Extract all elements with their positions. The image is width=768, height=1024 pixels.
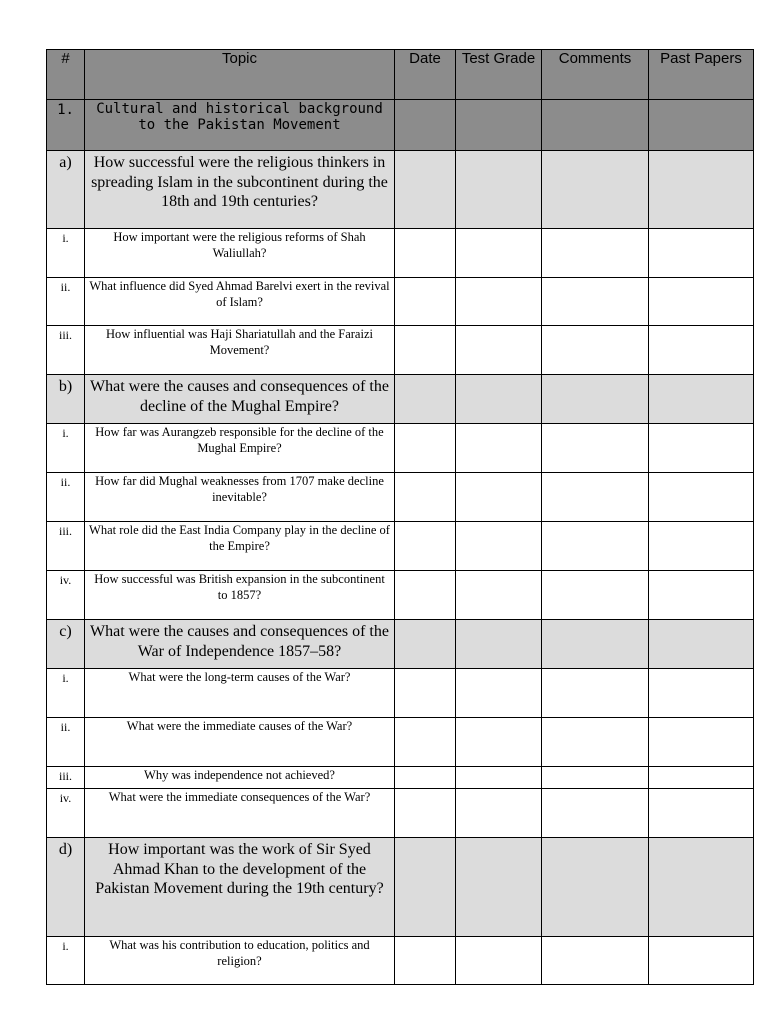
past-papers-cell[interactable] (649, 620, 754, 669)
test-grade-cell[interactable] (456, 229, 542, 278)
date-cell[interactable] (395, 522, 456, 571)
past-papers-cell[interactable] (649, 100, 754, 151)
comments-cell[interactable] (542, 522, 649, 571)
subquestion-row (47, 937, 754, 985)
question-number: c) (47, 620, 85, 669)
date-cell[interactable] (395, 937, 456, 985)
past-papers-cell[interactable] (649, 424, 754, 473)
subquestion-text: How far did Mughal weaknesses from 1707 make decline inevitable? (85, 473, 395, 522)
test-grade-cell[interactable] (456, 620, 542, 669)
date-cell[interactable] (395, 424, 456, 473)
subquestion-text: Why was independence not achieved? (85, 767, 395, 789)
test-grade-cell[interactable] (456, 669, 542, 718)
subquestion-number: ii. (47, 278, 85, 326)
question-number: b) (47, 375, 85, 424)
date-cell[interactable] (395, 278, 456, 326)
date-cell[interactable] (395, 375, 456, 424)
section-title: Cultural and historical background to the Pakistan Movement (85, 100, 395, 151)
question-text: What were the causes and consequences of the decline of the Mughal Empire? (85, 375, 395, 424)
comments-cell[interactable] (542, 473, 649, 522)
past-papers-cell[interactable] (649, 838, 754, 937)
past-papers-cell[interactable] (649, 522, 754, 571)
subquestion-text: What role did the East India Company play in the decline of the Empire? (85, 522, 395, 571)
past-papers-cell[interactable] (649, 718, 754, 767)
test-grade-cell[interactable] (456, 718, 542, 767)
comments-cell[interactable] (542, 100, 649, 151)
subquestion-row (47, 522, 754, 571)
subquestion-text: What were the immediate consequences of the War? (85, 789, 395, 838)
subquestion-number: iii. (47, 326, 85, 375)
subquestion-row (47, 229, 754, 278)
question-row (47, 620, 754, 669)
header-num: # (47, 50, 85, 100)
past-papers-cell[interactable] (649, 669, 754, 718)
header-comments: Comments (542, 50, 649, 100)
date-cell[interactable] (395, 229, 456, 278)
test-grade-cell[interactable] (456, 767, 542, 789)
comments-cell[interactable] (542, 229, 649, 278)
question-row (47, 375, 754, 424)
test-grade-cell[interactable] (456, 571, 542, 620)
subquestion-number: iii. (47, 522, 85, 571)
test-grade-cell[interactable] (456, 326, 542, 375)
subquestion-number: i. (47, 229, 85, 278)
subquestion-row (47, 424, 754, 473)
topic-tracker-table (46, 49, 754, 985)
comments-cell[interactable] (542, 789, 649, 838)
date-cell[interactable] (395, 326, 456, 375)
past-papers-cell[interactable] (649, 789, 754, 838)
subquestion-number: ii. (47, 718, 85, 767)
header-topic: Topic (85, 50, 395, 100)
header-date: Date (395, 50, 456, 100)
test-grade-cell[interactable] (456, 424, 542, 473)
date-cell[interactable] (395, 571, 456, 620)
comments-cell[interactable] (542, 278, 649, 326)
subquestion-number: iii. (47, 767, 85, 789)
header-row (47, 50, 754, 100)
subquestion-text: How successful was British expansion in the subcontinent to 1857? (85, 571, 395, 620)
past-papers-cell[interactable] (649, 151, 754, 229)
comments-cell[interactable] (542, 620, 649, 669)
date-cell[interactable] (395, 620, 456, 669)
question-text: What were the causes and consequences of the War of Independence 1857–58? (85, 620, 395, 669)
test-grade-cell[interactable] (456, 522, 542, 571)
comments-cell[interactable] (542, 375, 649, 424)
past-papers-cell[interactable] (649, 767, 754, 789)
question-number: d) (47, 838, 85, 937)
subquestion-row (47, 789, 754, 838)
subquestion-number: iv. (47, 571, 85, 620)
subquestion-row (47, 718, 754, 767)
test-grade-cell[interactable] (456, 375, 542, 424)
date-cell[interactable] (395, 473, 456, 522)
comments-cell[interactable] (542, 767, 649, 789)
comments-cell[interactable] (542, 326, 649, 375)
subquestion-row (47, 767, 754, 789)
past-papers-cell[interactable] (649, 278, 754, 326)
header-test-grade: Test Grade (456, 50, 542, 100)
test-grade-cell[interactable] (456, 937, 542, 985)
subquestion-number: ii. (47, 473, 85, 522)
subquestion-row (47, 326, 754, 375)
date-cell[interactable] (395, 838, 456, 937)
question-row (47, 151, 754, 229)
comments-cell[interactable] (542, 424, 649, 473)
past-papers-cell[interactable] (649, 473, 754, 522)
test-grade-cell[interactable] (456, 100, 542, 151)
test-grade-cell[interactable] (456, 789, 542, 838)
comments-cell[interactable] (542, 937, 649, 985)
subquestion-number: i. (47, 937, 85, 985)
question-text: How important was the work of Sir Syed Ahmad Khan to the development of the Pakistan Movement during the 19th century? (85, 838, 395, 937)
subquestion-text: What influence did Syed Ahmad Barelvi exert in the revival of Islam? (85, 278, 395, 326)
test-grade-cell[interactable] (456, 278, 542, 326)
subquestion-row (47, 473, 754, 522)
comments-cell[interactable] (542, 838, 649, 937)
subquestion-text: How influential was Haji Shariatullah and the Faraizi Movement? (85, 326, 395, 375)
question-text: How successful were the religious thinkers in spreading Islam in the subcontinent during the 18th and 19th centuries? (85, 151, 395, 229)
date-cell[interactable] (395, 718, 456, 767)
date-cell[interactable] (395, 669, 456, 718)
date-cell[interactable] (395, 151, 456, 229)
subquestion-text: What was his contribution to education, politics and religion? (85, 937, 395, 985)
comments-cell[interactable] (542, 151, 649, 229)
question-number: a) (47, 151, 85, 229)
date-cell[interactable] (395, 789, 456, 838)
subquestion-text: What were the long-term causes of the War? (85, 669, 395, 718)
subquestion-row (47, 278, 754, 326)
comments-cell[interactable] (542, 718, 649, 767)
subquestion-text: How far was Aurangzeb responsible for the decline of the Mughal Empire? (85, 424, 395, 473)
question-row (47, 838, 754, 937)
past-papers-cell[interactable] (649, 571, 754, 620)
date-cell[interactable] (395, 767, 456, 789)
date-cell[interactable] (395, 100, 456, 151)
subquestion-text: How important were the religious reforms of Shah Waliullah? (85, 229, 395, 278)
section-row (47, 100, 754, 151)
test-grade-cell[interactable] (456, 838, 542, 937)
comments-cell[interactable] (542, 571, 649, 620)
subquestion-text: What were the immediate causes of the War? (85, 718, 395, 767)
test-grade-cell[interactable] (456, 151, 542, 229)
section-number: 1. (47, 100, 85, 151)
past-papers-cell[interactable] (649, 326, 754, 375)
comments-cell[interactable] (542, 669, 649, 718)
past-papers-cell[interactable] (649, 229, 754, 278)
header-past-papers: Past Papers (649, 50, 754, 100)
test-grade-cell[interactable] (456, 473, 542, 522)
past-papers-cell[interactable] (649, 937, 754, 985)
subquestion-row (47, 669, 754, 718)
subquestion-number: i. (47, 424, 85, 473)
subquestion-row (47, 571, 754, 620)
subquestion-number: i. (47, 669, 85, 718)
subquestion-number: iv. (47, 789, 85, 838)
past-papers-cell[interactable] (649, 375, 754, 424)
